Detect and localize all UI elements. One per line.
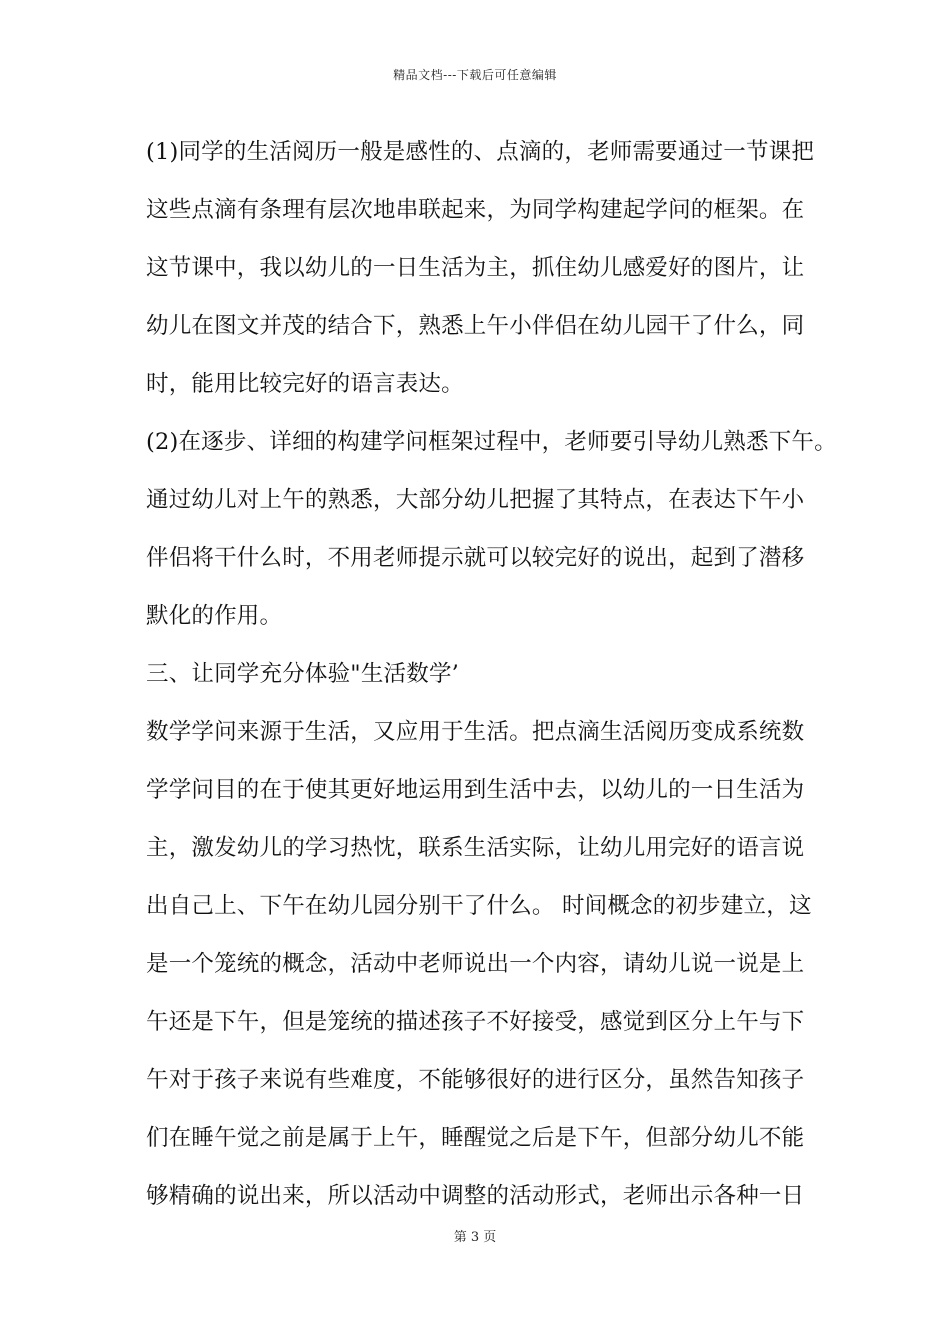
body-line-6: (2)在逐步、详细的构建学问框架过程中，老师要引导幼儿熟悉下午。 [146,429,837,455]
section-heading: 三、让同学充分体验"生活数学’ [146,661,460,687]
body-line-2: 这些点滴有条理有层次地串联起来，为同学构建起学问的框架。在 [146,197,805,223]
body-line-5: 时，能用比较完好的语言表达。 [146,371,464,397]
body-line-15: 是一个笼统的概念，活动中老师说出一个内容，请幼儿说一说是上 [146,951,805,977]
body-line-1: (1)同学的生活阅历一般是感性的、点滴的，老师需要通过一节课把 [146,139,815,165]
page-header: 精品文档---下载后可任意编辑 [393,68,557,82]
body-line-14: 出自己上、下午在幼儿园分别干了什么。 时间概念的初步建立，这 [146,893,812,919]
page-number: 第 3 页 [453,1230,497,1245]
body-line-16: 午还是下午，但是笼统的描述孩子不好接受，感觉到区分上午与下 [146,1009,805,1035]
body-line-19: 够精确的说出来，所以活动中调整的活动形式，老师出示各种一日 [146,1183,805,1209]
body-line-12: 学学问目的在于使其更好地运用到生活中去，以幼儿的一日生活为 [146,777,805,803]
body-line-3: 这节课中，我以幼儿的一日生活为主，抓住幼儿感爱好的图片，让 [146,255,805,281]
body-line-7: 通过幼儿对上午的熟悉，大部分幼儿把握了其特点，在表达下午小 [146,487,805,513]
body-line-13: 主，激发幼儿的学习热忱，联系生活实际，让幼儿用完好的语言说 [146,835,805,861]
body-line-11: 数学学问来源于生活，又应用于生活。把点滴生活阅历变成系统数 [146,719,805,745]
body-line-8: 伴侣将干什么时，不用老师提示就可以较完好的说出，起到了潜移 [146,545,805,571]
body-line-9: 默化的作用。 [146,603,283,629]
body-line-18: 们在睡午觉之前是属于上午，睡醒觉之后是下午，但部分幼儿不能 [146,1125,805,1151]
body-line-4: 幼儿在图文并茂的结合下，熟悉上午小伴侣在幼儿园干了什么，同 [146,313,805,339]
body-line-17: 午对于孩子来说有些难度，不能够很好的进行区分，虽然告知孩子 [146,1067,805,1093]
